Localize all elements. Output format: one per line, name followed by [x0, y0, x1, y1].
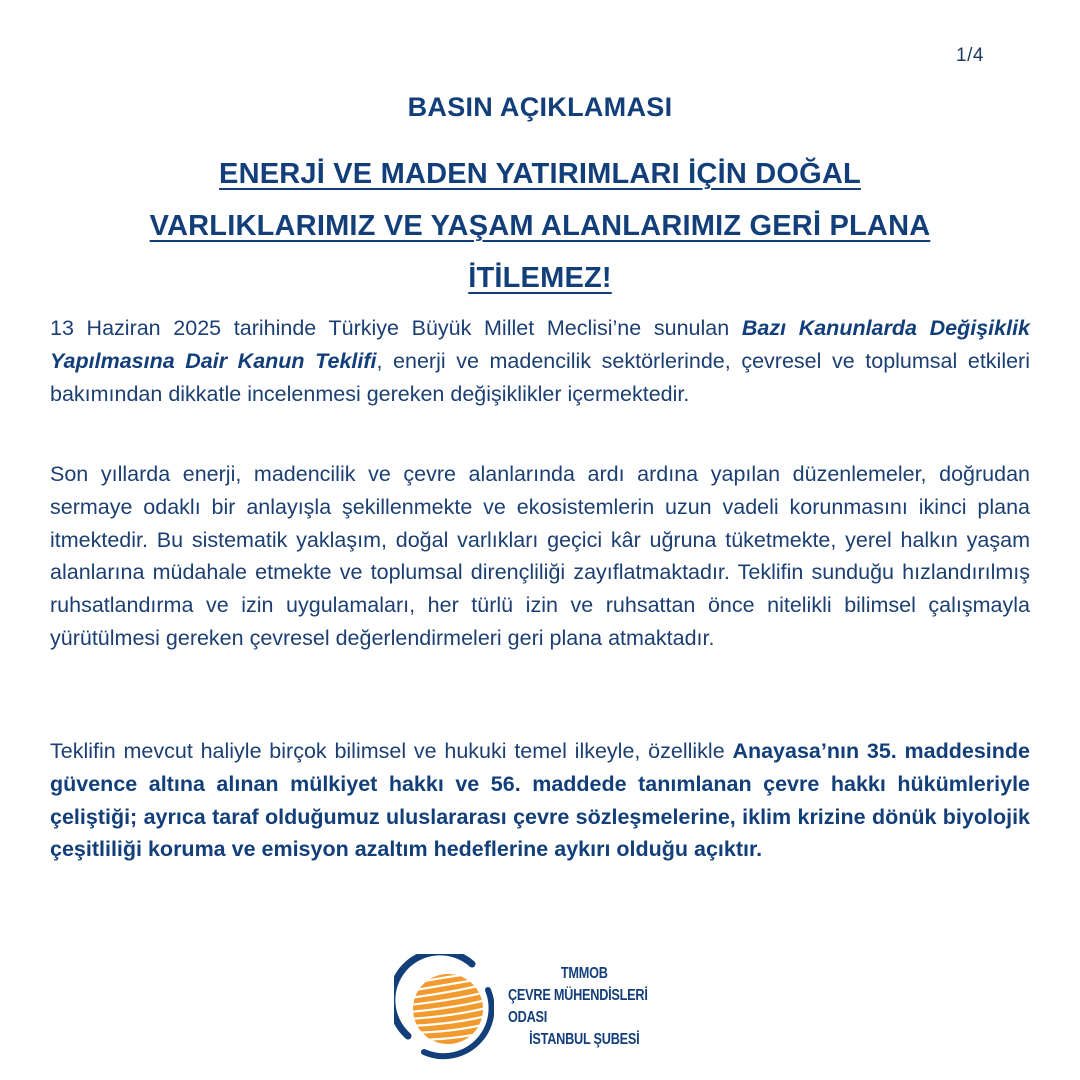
- paragraph-1-lead: 13 Haziran 2025 tarihinde Türkiye Büyük Millet Meclisi’ne sunulan: [50, 316, 742, 340]
- paragraph-1: [50, 312, 1030, 410]
- organization-line-3: İSTANBUL ŞUBESİ: [529, 1031, 640, 1048]
- organization-logo: [394, 952, 694, 1062]
- organization-line-2: ÇEVRE MÜHENDİSLERİ ODASI: [508, 987, 648, 1026]
- globe-logo-icon: [394, 954, 494, 1060]
- paragraph-1-rest: , enerji ve madencilik sektörlerinde, çevresel ve toplumsal etkileri bakımından dikkatle incelenmesi gereken değişiklikler içermektedir.: [50, 348, 1030, 406]
- paragraph-3-emphasis: Anayasa’nın 35. maddesinde güvence altına alınan mülkiyet hakkı ve 56. maddede tanımlanan çevre hakkı hükümleriyle çeliştiği; ayrıca taraf olduğumuz uluslararası çevre sözleşmelerine, iklim krizine dönük biyolojik çeşitliliği koruma ve emisyon azaltım hedeflerine aykırı olduğu açıktır.: [50, 739, 1030, 862]
- paragraph-3: [50, 735, 1030, 866]
- headline: ENERJİ VE MADEN YATIRIMLARI İÇİN DOĞAL VARLIKLARIMIZ VE YAŞAM ALANLARIMIZ GERİ PLANA İTİLEMEZ!: [149, 158, 931, 294]
- page-indicator: 1/4: [956, 45, 984, 66]
- press-release-label: BASIN AÇIKLAMASI: [407, 92, 673, 122]
- paragraph-2: Son yıllarda enerji, madencilik ve çevre alanlarında ardı ardına yapılan düzenlemeler, doğrudan sermaye odaklı bir anlayışla şekillenmekte ve ekosistemlerin uzun vadeli korunmasını ikinci plana itmektedir. Bu sistematik yaklaşım, doğal varlıkları geçici kâr uğruna tüketmekte, yerel halkın yaşam alanlarına müdahale etmekte ve toplumsal dirençliliği zayıflatmaktadır. Teklifin sunduğu hızlandırılmış ruhsatlandırma ve izin uygulamaları, her türlü izin ve ruhsattan önce nitelikli bilimsel çalışmayla yürütülmesi gereken çevresel değerlendirmeleri geri plana atmaktadır.: [50, 462, 1030, 650]
- organization-line-1: TMMOB: [560, 965, 608, 982]
- paragraph-3-lead: Teklifin mevcut haliyle birçok bilimsel ve hukuki temel ilkeyle, özellikle: [50, 739, 733, 763]
- bill-title: Bazı Kanunlarda Değişiklik Yapılmasına Dair Kanun Teklifi: [50, 316, 1030, 373]
- organization-name: [508, 963, 661, 1051]
